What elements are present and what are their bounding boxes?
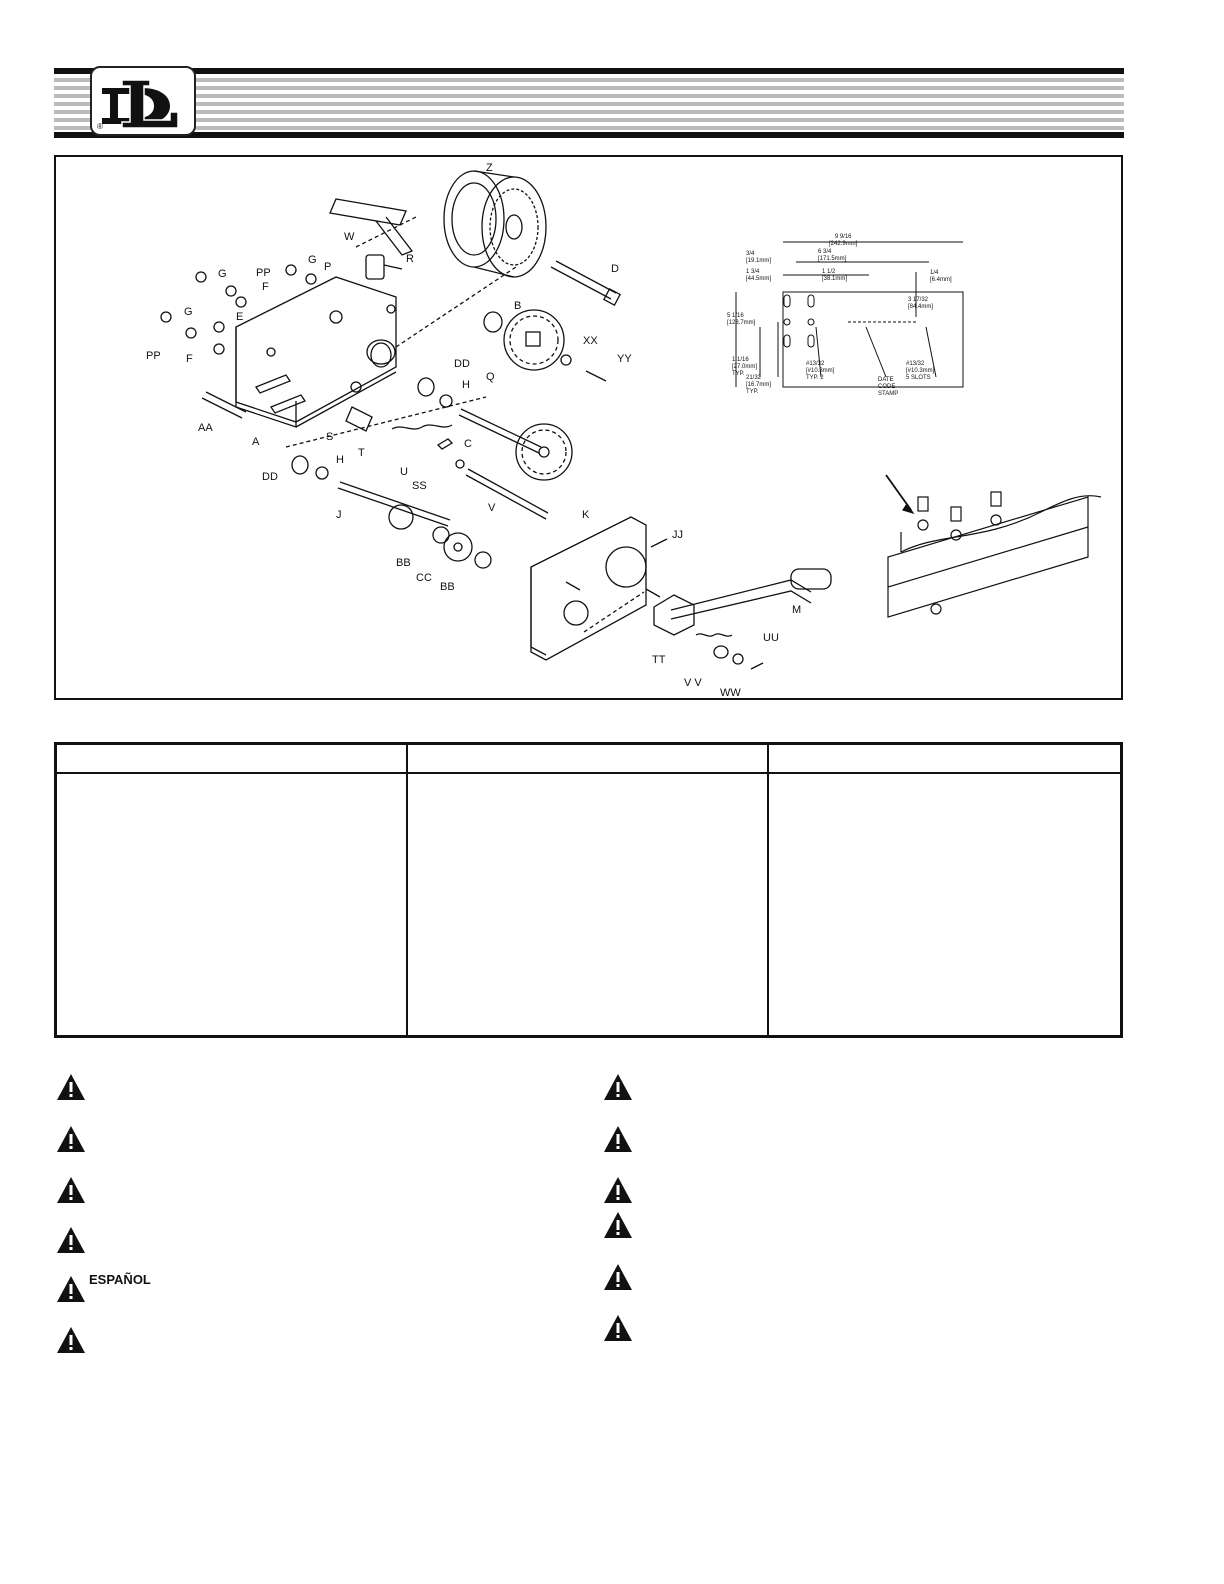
label-f-2: F — [186, 353, 193, 365]
warning-icon — [56, 1124, 86, 1154]
label-bb-1: BB — [396, 557, 411, 569]
label-t: T — [358, 447, 365, 459]
label-dd-2: DD — [262, 471, 278, 483]
dim-5-1-16-mm: [128.7mm] — [727, 320, 756, 326]
dim-overall-mm: [242.9mm] — [829, 241, 858, 247]
dim-3-17-32-mm: [84.4mm] — [908, 304, 934, 310]
warning-icon — [56, 1225, 86, 1255]
parts-list-table — [54, 742, 1123, 1038]
label-h-2: H — [336, 454, 344, 466]
language-label: ESPAÑOL — [89, 1272, 151, 1287]
label-tt: TT — [652, 654, 666, 666]
warning-icon — [56, 1325, 86, 1355]
dim-overall-in: 9 9/16 — [834, 234, 852, 240]
dim-1-1-2-mm: [38.1mm] — [822, 276, 848, 282]
dim-1-3-4-in: 1 3/4 — [746, 269, 760, 275]
dim-hole-5-slots-in: #13/32 — [906, 361, 925, 367]
dim-21-32-mm: [16.7mm] — [746, 382, 772, 388]
label-cc: CC — [416, 572, 432, 584]
dim-21-32 — [746, 375, 771, 396]
label-aa: AA — [198, 422, 213, 434]
warning-icon — [56, 1274, 86, 1304]
dim-1-4-mm: [6.4mm] — [930, 277, 952, 283]
dim-hole-typ2 — [806, 361, 834, 382]
warning-icon — [56, 1175, 86, 1205]
label-g-1: G — [218, 268, 227, 280]
dim-1-1-2 — [822, 269, 847, 283]
dim-1-3-4 — [746, 269, 771, 283]
label-f-1: F — [262, 281, 269, 293]
dim-hole-typ2-mm: [#10.3mm] — [806, 368, 835, 374]
label-j: J — [336, 509, 342, 521]
label-vv: V V — [684, 677, 702, 689]
winch-exploded-view — [56, 157, 1121, 698]
label-a: A — [252, 436, 260, 448]
dim-5-1-16-in: 5 1/16 — [727, 313, 744, 319]
header-stripe-band — [54, 68, 1124, 138]
label-bb-2: BB — [440, 581, 455, 593]
label-p: P — [324, 261, 332, 273]
label-g-3: G — [184, 306, 193, 318]
label-h-1: H — [462, 379, 470, 391]
label-r: R — [406, 253, 414, 265]
label-uu: UU — [763, 632, 779, 644]
date-code-line2: CODE — [878, 384, 896, 390]
dim-1-4 — [930, 270, 952, 284]
dim-hole-5-slots — [906, 361, 934, 382]
label-g-2: G — [308, 254, 317, 266]
dim-1-1-16-mm: [27.0mm] — [732, 364, 758, 370]
date-code-stamp — [878, 377, 898, 398]
dim-21-32-note: TYP. — [746, 389, 759, 395]
label-dd-1: DD — [454, 358, 470, 370]
label-d: D — [611, 263, 619, 275]
label-s: S — [326, 431, 334, 443]
dim-3-4-mm: [19.1mm] — [746, 258, 772, 264]
dim-3-17-32-in: 3 17/32 — [908, 297, 929, 303]
label-ss: SS — [412, 480, 427, 492]
dim-3-4 — [746, 251, 771, 265]
exploded-parts-diagram — [54, 155, 1123, 700]
registered-mark: ® — [97, 122, 103, 131]
dim-hole-5-slots-mm: [#10.3mm] — [906, 368, 935, 374]
label-z: Z — [486, 162, 493, 174]
label-u: U — [400, 466, 408, 478]
dim-6-3-4-in: 6 3/4 — [818, 249, 832, 255]
label-pp-1: PP — [256, 267, 271, 279]
label-e: E — [236, 311, 244, 323]
table-column-divider-2 — [767, 745, 769, 1035]
dim-1-3-4-mm: [44.5mm] — [746, 276, 772, 282]
warning-icon — [603, 1175, 633, 1205]
label-q: Q — [486, 371, 495, 383]
dim-1-1-2-in: 1 1/2 — [822, 269, 836, 275]
warning-icon — [603, 1124, 633, 1154]
warning-icon — [56, 1072, 86, 1102]
dim-overall — [829, 234, 857, 248]
label-jj: JJ — [672, 529, 683, 541]
warning-icon — [603, 1210, 633, 1240]
dim-6-3-4-mm: [171.5mm] — [818, 256, 847, 262]
company-logo — [90, 66, 196, 136]
dim-21-32-in: 21/32 — [746, 375, 762, 381]
label-m: M — [792, 604, 802, 616]
dim-hole-typ2-note: TYP. 2 — [806, 375, 824, 381]
date-code-line1: DATE — [878, 377, 894, 383]
dim-1-1-16-in: 1 1/16 — [732, 357, 749, 363]
warning-icon — [603, 1072, 633, 1102]
dim-1-1-16-note: TYP. — [732, 371, 745, 377]
warning-icon — [603, 1262, 633, 1292]
dim-6-3-4 — [818, 249, 846, 263]
table-header-divider — [57, 772, 1120, 774]
dim-hole-typ2-in: #13/32 — [806, 361, 825, 367]
dim-5-1-16 — [727, 313, 755, 327]
dim-3-17-32 — [908, 297, 933, 311]
label-xx: XX — [583, 335, 598, 347]
warning-icon — [603, 1313, 633, 1343]
label-w: W — [344, 231, 355, 243]
label-ww: WW — [720, 687, 741, 699]
label-pp-2: PP — [146, 350, 161, 362]
date-code-line3: STAMP — [878, 391, 899, 397]
dim-1-4-in: 1/4 — [930, 270, 939, 276]
label-v: V — [488, 502, 496, 514]
dim-hole-5-slots-note: 5 SLOTS — [906, 375, 931, 381]
label-k: K — [582, 509, 590, 521]
dim-3-4-in: 3/4 — [746, 251, 755, 257]
table-column-divider-1 — [406, 745, 408, 1035]
label-c: C — [464, 438, 472, 450]
label-b: B — [514, 300, 522, 312]
label-yy: YY — [617, 353, 632, 365]
